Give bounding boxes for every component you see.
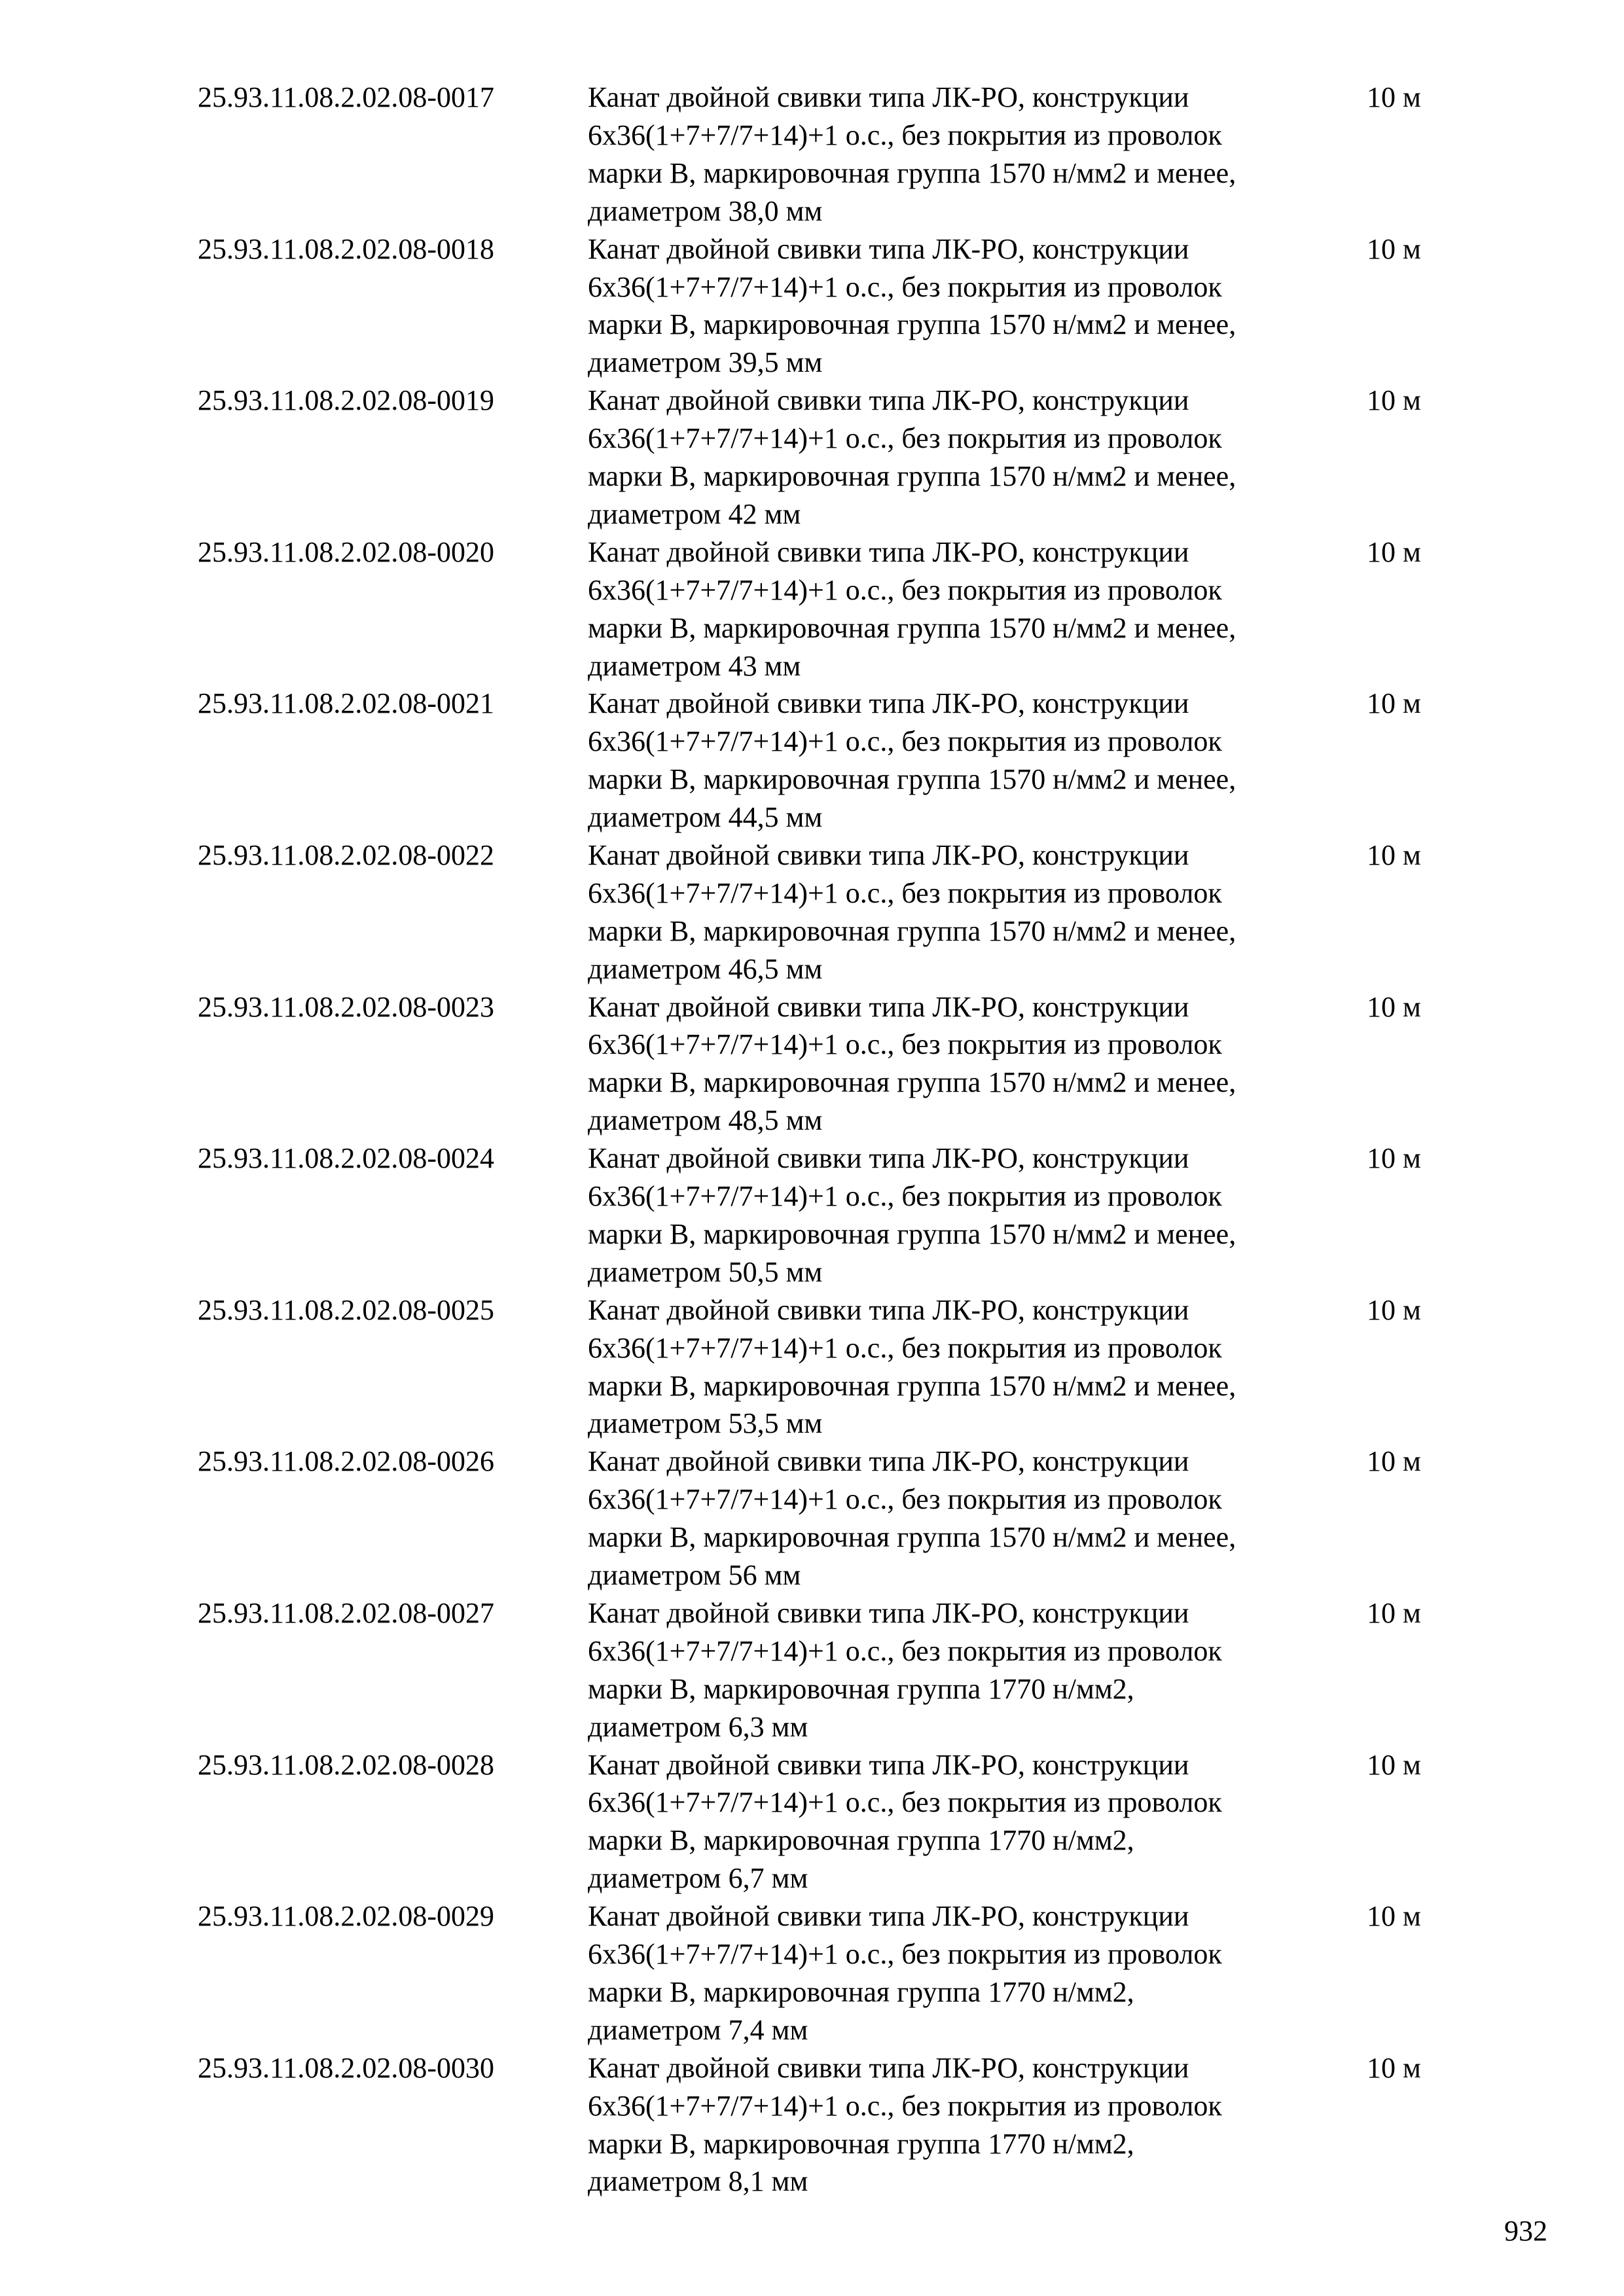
description-line: Канат двойной свивки типа ЛК-РО, конструкции — [588, 535, 1189, 568]
resource-description — [588, 382, 1347, 533]
description-line: Канат двойной свивки типа ЛК-РО, конструкции — [588, 1748, 1189, 1781]
description-line: Канат двойной свивки типа ЛК-РО, конструкции — [588, 1900, 1189, 1933]
description-line: Канат двойной свивки типа ЛК-РО, конструкции — [588, 1596, 1189, 1629]
list-item — [0, 533, 1624, 685]
description-line: марки В, маркировочная группа 1770 н/мм2, — [588, 2127, 1134, 2160]
description-line: марки В, маркировочная группа 1570 н/мм2 и менее, — [588, 156, 1236, 189]
description-line: 6х36(1+7+7/7+14)+1 о.с., без покрытия из проволок — [588, 725, 1222, 758]
list-item — [0, 1139, 1624, 1291]
resource-description — [588, 1291, 1347, 1443]
list-item — [0, 685, 1624, 836]
description-line: марки В, маркировочная группа 1570 н/мм2 и менее, — [588, 460, 1236, 492]
description-line: 6х36(1+7+7/7+14)+1 о.с., без покрытия из проволок — [588, 1634, 1222, 1667]
resource-code: 25.93.11.08.2.02.08-0021 — [198, 687, 495, 720]
description-line: марки В, маркировочная группа 1570 н/мм2 и менее, — [588, 611, 1236, 644]
unit-of-measure: 10 м — [1367, 687, 1421, 720]
resource-code: 25.93.11.08.2.02.08-0018 — [198, 232, 495, 265]
resource-code: 25.93.11.08.2.02.08-0023 — [198, 990, 495, 1023]
description-line: Канат двойной свивки типа ЛК-РО, конструкции — [588, 232, 1189, 265]
description-line: 6х36(1+7+7/7+14)+1 о.с., без покрытия из проволок — [588, 1180, 1222, 1213]
description-line: 6х36(1+7+7/7+14)+1 о.с., без покрытия из проволок — [588, 1938, 1222, 1971]
resource-code: 25.93.11.08.2.02.08-0028 — [198, 1748, 495, 1781]
resource-list — [0, 79, 1624, 2200]
description-line: Канат двойной свивки типа ЛК-РО, конструкции — [588, 990, 1189, 1023]
description-line: диаметром 6,7 мм — [588, 1862, 808, 1895]
unit-of-measure: 10 м — [1367, 1748, 1421, 1781]
description-line: диаметром 39,5 мм — [588, 346, 823, 379]
resource-description — [588, 1594, 1347, 1746]
description-line: диаметром 6,3 мм — [588, 1710, 808, 1743]
description-line: Канат двойной свивки типа ЛК-РО, конструкции — [588, 1142, 1189, 1175]
description-line: диаметром 43 мм — [588, 649, 801, 682]
resource-code: 25.93.11.08.2.02.08-0024 — [198, 1142, 495, 1175]
resource-description — [588, 1443, 1347, 1594]
description-line: диаметром 46,5 мм — [588, 952, 823, 985]
unit-of-measure: 10 м — [1367, 838, 1421, 871]
resource-description — [588, 836, 1347, 988]
description-line: марки В, маркировочная группа 1570 н/мм2 и менее, — [588, 1369, 1236, 1402]
description-line: 6х36(1+7+7/7+14)+1 о.с., без покрытия из проволок — [588, 118, 1222, 151]
description-line: 6х36(1+7+7/7+14)+1 о.с., без покрытия из проволок — [588, 1483, 1222, 1516]
list-item — [0, 1594, 1624, 1746]
description-line: 6х36(1+7+7/7+14)+1 о.с., без покрытия из проволок — [588, 573, 1222, 606]
description-line: марки В, маркировочная группа 1570 н/мм2 и менее, — [588, 1066, 1236, 1099]
description-line: марки В, маркировочная группа 1770 н/мм2, — [588, 1975, 1134, 2008]
resource-description — [588, 230, 1347, 382]
description-line: диаметром 42 мм — [588, 497, 801, 530]
description-line: 6х36(1+7+7/7+14)+1 о.с., без покрытия из проволок — [588, 2089, 1222, 2122]
description-line: 6х36(1+7+7/7+14)+1 о.с., без покрытия из проволок — [588, 1786, 1222, 1819]
resource-description — [588, 533, 1347, 685]
description-line: марки В, маркировочная группа 1570 н/мм2 и менее, — [588, 1521, 1236, 1554]
resource-code: 25.93.11.08.2.02.08-0029 — [198, 1900, 495, 1933]
list-item — [0, 79, 1624, 230]
description-line: диаметром 56 мм — [588, 1559, 801, 1592]
unit-of-measure: 10 м — [1367, 1596, 1421, 1629]
description-line: 6х36(1+7+7/7+14)+1 о.с., без покрытия из проволок — [588, 876, 1222, 909]
description-line: диаметром 48,5 мм — [588, 1104, 823, 1137]
unit-of-measure: 10 м — [1367, 81, 1421, 113]
list-item — [0, 1746, 1624, 1898]
unit-of-measure: 10 м — [1367, 1900, 1421, 1933]
list-item — [0, 1897, 1624, 2049]
list-item — [0, 988, 1624, 1140]
description-line: 6х36(1+7+7/7+14)+1 о.с., без покрытия из проволок — [588, 1028, 1222, 1061]
resource-description — [588, 988, 1347, 1140]
description-line: диаметром 8,1 мм — [588, 2165, 808, 2198]
description-line: марки В, маркировочная группа 1570 н/мм2 и менее, — [588, 308, 1236, 341]
description-line: марки В, маркировочная группа 1770 н/мм2, — [588, 1672, 1134, 1705]
page-number: 932 — [1504, 2215, 1547, 2247]
resource-code: 25.93.11.08.2.02.08-0020 — [198, 535, 495, 568]
unit-of-measure: 10 м — [1367, 384, 1421, 417]
resource-code: 25.93.11.08.2.02.08-0025 — [198, 1293, 495, 1326]
description-line: Канат двойной свивки типа ЛК-РО, конструкции — [588, 1293, 1189, 1326]
description-line: диаметром 7,4 мм — [588, 2013, 808, 2046]
unit-of-measure: 10 м — [1367, 1293, 1421, 1326]
list-item — [0, 2049, 1624, 2201]
list-item — [0, 1291, 1624, 1443]
description-line: Канат двойной свивки типа ЛК-РО, конструкции — [588, 687, 1189, 720]
unit-of-measure: 10 м — [1367, 2051, 1421, 2084]
resource-description — [588, 1897, 1347, 2049]
description-line: Канат двойной свивки типа ЛК-РО, конструкции — [588, 838, 1189, 871]
description-line: Канат двойной свивки типа ЛК-РО, конструкции — [588, 2051, 1189, 2084]
resource-code: 25.93.11.08.2.02.08-0019 — [198, 384, 495, 417]
description-line: марки В, маркировочная группа 1570 н/мм2 и менее, — [588, 914, 1236, 947]
description-line: диаметром 44,5 мм — [588, 801, 823, 834]
resource-code: 25.93.11.08.2.02.08-0022 — [198, 838, 495, 871]
unit-of-measure: 10 м — [1367, 990, 1421, 1023]
resource-description — [588, 1139, 1347, 1291]
unit-of-measure: 10 м — [1367, 1142, 1421, 1175]
list-item — [0, 1443, 1624, 1594]
description-line: марки В, маркировочная группа 1570 н/мм2 и менее, — [588, 763, 1236, 796]
description-line: 6х36(1+7+7/7+14)+1 о.с., без покрытия из проволок — [588, 270, 1222, 303]
description-line: марки В, маркировочная группа 1770 н/мм2, — [588, 1824, 1134, 1857]
list-item — [0, 230, 1624, 382]
description-line: диаметром 38,0 мм — [588, 194, 823, 227]
description-line: марки В, маркировочная группа 1570 н/мм2 и менее, — [588, 1217, 1236, 1250]
description-line: диаметром 53,5 мм — [588, 1407, 823, 1440]
description-line: Канат двойной свивки типа ЛК-РО, конструкции — [588, 1445, 1189, 1478]
resource-code: 25.93.11.08.2.02.08-0027 — [198, 1596, 495, 1629]
resource-code: 25.93.11.08.2.02.08-0030 — [198, 2051, 495, 2084]
unit-of-measure: 10 м — [1367, 1445, 1421, 1478]
description-line: 6х36(1+7+7/7+14)+1 о.с., без покрытия из проволок — [588, 422, 1222, 455]
list-item — [0, 836, 1624, 988]
resource-code: 25.93.11.08.2.02.08-0017 — [198, 81, 495, 113]
unit-of-measure: 10 м — [1367, 232, 1421, 265]
description-line: Канат двойной свивки типа ЛК-РО, конструкции — [588, 384, 1189, 417]
resource-code: 25.93.11.08.2.02.08-0026 — [198, 1445, 495, 1478]
description-line: диаметром 50,5 мм — [588, 1255, 823, 1288]
resource-description — [588, 685, 1347, 836]
resource-description — [588, 2049, 1347, 2201]
resource-description — [588, 1746, 1347, 1898]
resource-description — [588, 79, 1347, 230]
list-item — [0, 382, 1624, 533]
unit-of-measure: 10 м — [1367, 535, 1421, 568]
description-line: Канат двойной свивки типа ЛК-РО, конструкции — [588, 81, 1189, 113]
description-line: 6х36(1+7+7/7+14)+1 о.с., без покрытия из проволок — [588, 1331, 1222, 1364]
